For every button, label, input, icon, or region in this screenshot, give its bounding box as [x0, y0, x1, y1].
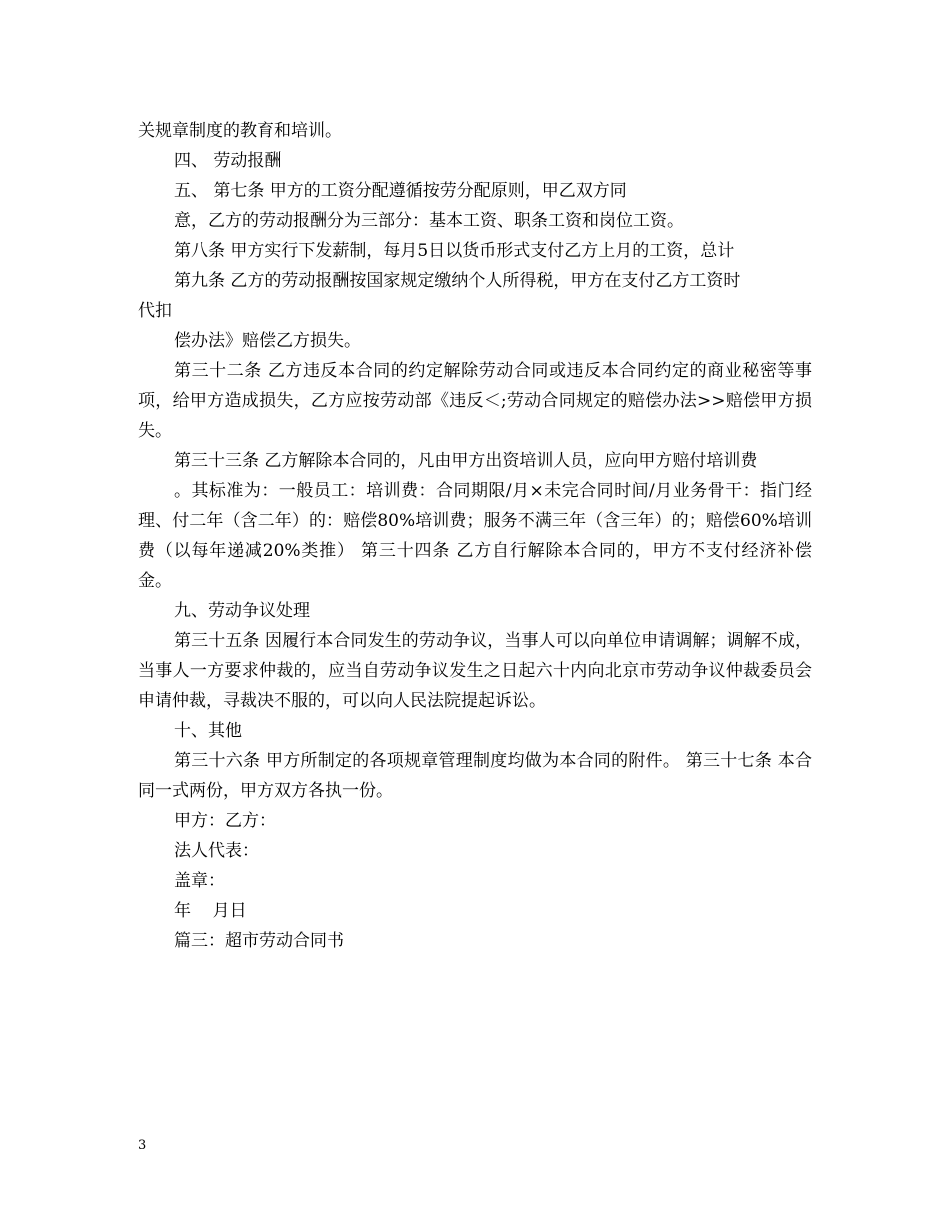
document-body [138, 116, 812, 956]
paragraph: 。其标准为：一般员工：培训费：合同期限/月×未完合同时间/月业务骨干：指门经理、付二年（含二年）的：赔偿80%培训费；服务不满三年（含三年）的；赔偿60%培训费（以每年递减20%类推） 第三十四条 乙方自行解除本合同的，甲方不支付经济补偿金。 [138, 481, 812, 591]
paragraph: 代扣 [138, 301, 172, 321]
paragraph: 第九条 乙方的劳动报酬按国家规定缴纳个人所得税，甲方在支付乙方工资时 [174, 271, 741, 291]
paragraph: 第八条 甲方实行下发薪制，每月5日以货币形式支付乙方上月的工资，总计 [174, 241, 735, 261]
section-heading: 十、其他 [174, 721, 242, 741]
page-number: 3 [138, 1138, 147, 1153]
section-heading: 四、 劳动报酬 [174, 151, 282, 171]
next-section-title: 篇三：超市劳动合同书 [174, 931, 344, 951]
signature-representative: 法人代表： [174, 841, 259, 861]
paragraph: 偿办法》赔偿乙方损失。 [174, 331, 361, 351]
signature-parties: 甲方：乙方： [174, 811, 276, 831]
signature-date: 年 月日 [174, 901, 247, 921]
paragraph: 关规章制度的教育和培训。 [138, 121, 342, 141]
paragraph: 意，乙方的劳动报酬分为三部分：基本工资、职条工资和岗位工资。 [174, 211, 684, 231]
signature-seal: 盖章： [174, 871, 225, 891]
paragraph: 第三十五条 因履行本合同发生的劳动争议，当事人可以向单位申请调解；调解不成，当事人一方要求仲裁的，应当自劳动争议发生之日起六十内向北京市劳动争议仲裁委员会申请仲裁，寻裁决不服的，可以向人民法院提起诉讼。 [138, 631, 812, 711]
paragraph: 第三十三条 乙方解除本合同的，凡由甲方出资培训人员，应向甲方赔付培训费 [174, 451, 758, 471]
paragraph: 五、 第七条 甲方的工资分配遵循按劳分配原则，甲乙双方同 [174, 181, 627, 201]
paragraph: 第三十六条 甲方所制定的各项规章管理制度均做为本合同的附件。 第三十七条 本合同一式两份，甲方双方各执一份。 [138, 751, 812, 801]
paragraph: 第三十二条 乙方违反本合同的约定解除劳动合同或违反本合同约定的商业秘密等事项，给甲方造成损失，乙方应按劳动部《违反＜;劳动合同规定的赔偿办法>>赔偿甲方损失。 [138, 361, 812, 441]
section-heading: 九、劳动争议处理 [174, 601, 310, 621]
